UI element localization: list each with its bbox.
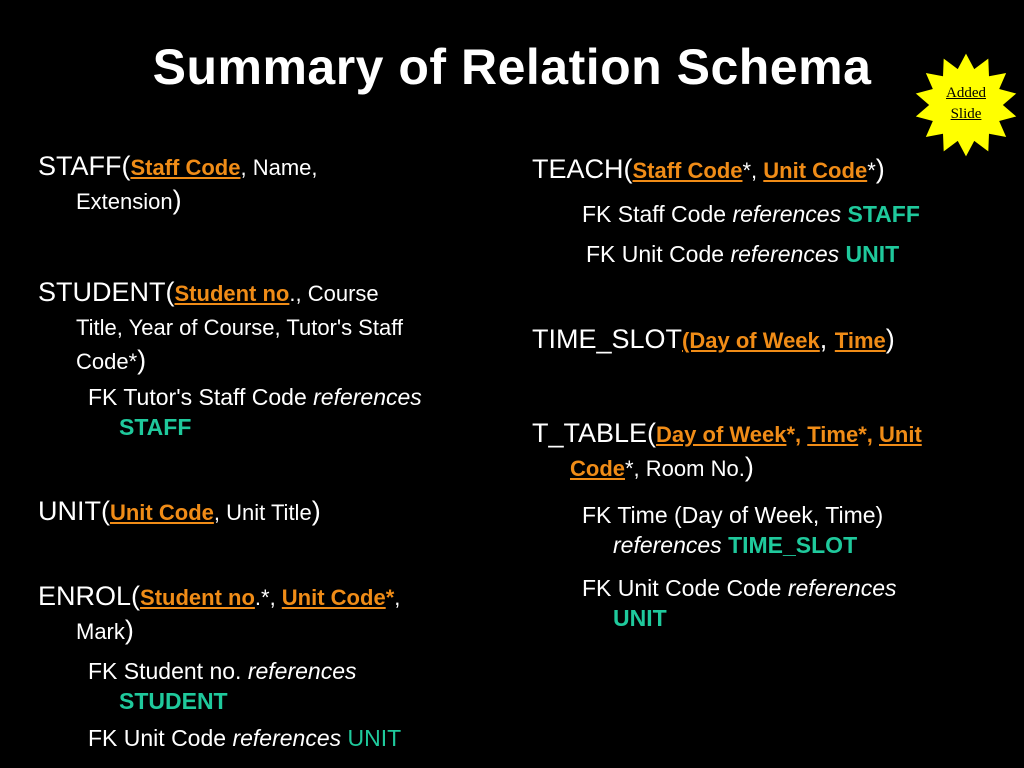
added-slide-badge [912,50,1024,160]
attributes: Extension [76,189,173,214]
fk-tutor-staff: FK Tutor's Staff Code references STAFF [88,384,422,440]
primary-key: Student no [174,281,290,306]
fk-student-no: FK Student no. references STUDENT [88,658,357,714]
staff-schema: STAFF(Staff Code, Name, Extension) [38,151,318,215]
badge-line1: Added [946,85,986,101]
student-schema: STUDENT(Student no., Course Title, Year of Course, Tutor's Staff Code*) [38,277,404,375]
primary-key: Unit Code [763,158,868,183]
ttable-schema: T_TABLE(Day of Week*, Time*, Unit Code*, Room No.) [532,418,922,482]
timeslot-schema: TIME_SLOT(Day of Week, Time) [532,324,895,354]
primary-key: Unit Code [109,500,214,525]
unit-schema: UNIT(Unit Code, Unit Title) [38,496,321,526]
slide-title: Summary of Relation Schema [152,39,872,95]
attributes: Title, Year of Course, Tutor's Staff [76,315,404,340]
fk-unit-code: FK Unit Code references UNIT [88,725,402,751]
relation-name: UNIT( [38,496,110,526]
relation-name: ENROL( [38,581,141,611]
primary-key: Unit [879,422,922,447]
attributes: , Name, [240,155,318,180]
enrol-schema: ENROL(Student no.*, Unit Code*, Mark) [38,581,401,645]
attributes: Code* [76,349,138,374]
attributes: ., Course [289,281,379,306]
relation-name: STUDENT( [38,277,175,307]
badge-text [912,83,1020,125]
attributes: Mark [76,619,125,644]
relation-name: STAFF( [38,151,131,181]
badge-line2: Slide [950,106,982,122]
primary-key: Unit Code [281,585,386,610]
primary-key: Student no [140,585,255,610]
fk-ttable-time: FK Time (Day of Week, Time) references TIME_SLOT [582,502,884,558]
primary-key: Code [570,456,625,481]
primary-key: Day of Week [656,422,787,447]
attributes: , Unit Title [213,500,312,525]
relation-name: TEACH( [532,154,633,184]
relation-name: T_TABLE( [532,418,657,448]
primary-key: Time [807,422,859,447]
fk-teach-unit: FK Unit Code references UNIT [586,241,900,267]
primary-key: (Day of Week [682,328,820,353]
fk-ttable-unit: FK Unit Code Code references UNIT [582,575,897,631]
fk-teach-staff: FK Staff Code references STAFF [582,201,920,227]
primary-key: Staff Code [632,158,743,183]
primary-key: Staff Code [130,155,241,180]
relation-name: TIME_SLOT [532,324,683,354]
teach-schema: TEACH(Staff Code*, Unit Code*) [532,154,885,184]
primary-key: Time [834,328,886,353]
